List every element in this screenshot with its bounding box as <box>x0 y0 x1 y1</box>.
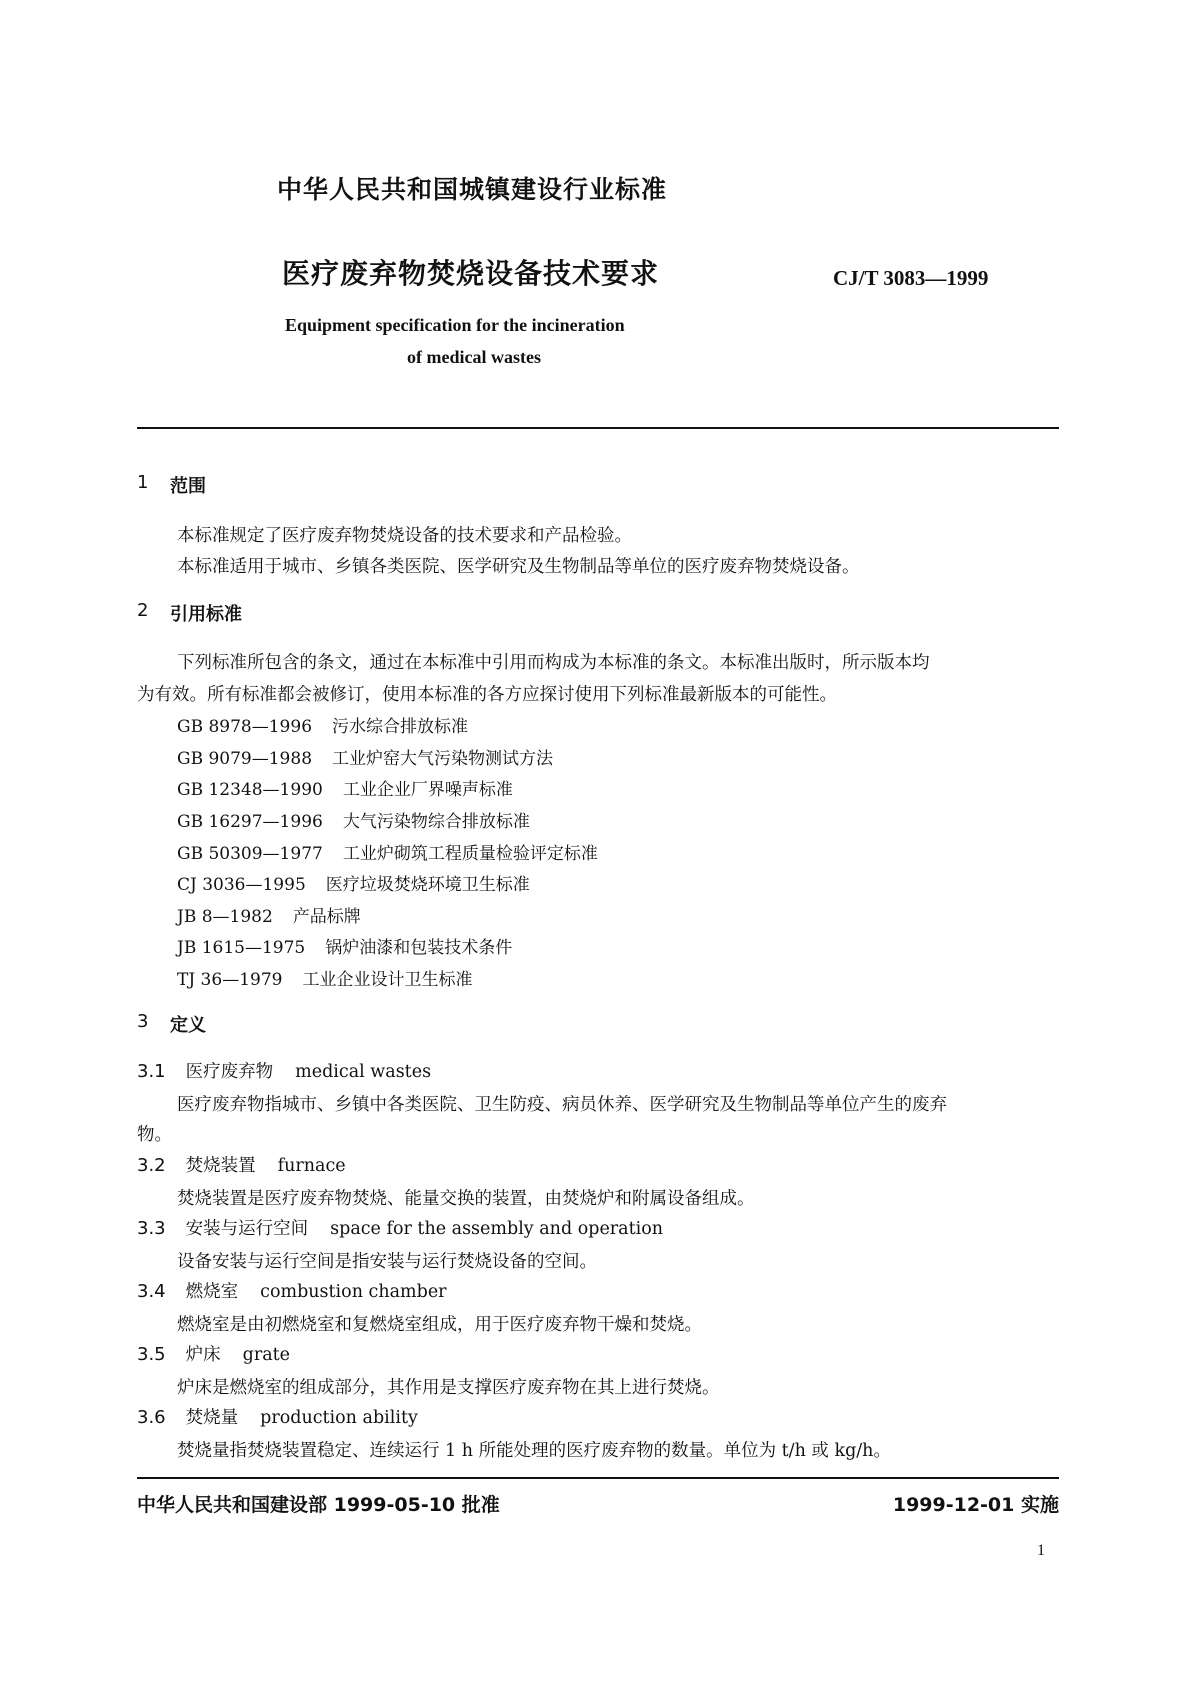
section-1-paragraph-1: 本标准规定了医疗废弃物焚烧设备的技术要求和产品检验。 <box>177 526 632 546</box>
term-english: combustion chamber <box>260 1282 447 1302</box>
reference-code: JB 1615—1975 <box>177 938 306 958</box>
term-number: 3.5 <box>137 1344 166 1365</box>
reference-list-item <box>177 744 553 769</box>
term-number: 3.2 <box>137 1155 166 1176</box>
reference-name: 产品标牌 <box>292 907 361 927</box>
term-entry <box>137 1215 663 1240</box>
term-definition: 焚烧装置是医疗废弃物焚烧、能量交换的装置，由焚烧炉和附属设备组成。 <box>177 1189 755 1209</box>
reference-list-item <box>177 870 530 895</box>
term-number: 3.4 <box>137 1281 166 1302</box>
document-title: 医疗废弃物焚烧设备技术要求 <box>282 257 660 290</box>
header-divider <box>137 427 1059 429</box>
reference-name: 医疗垃圾焚烧环境卫生标准 <box>325 875 530 895</box>
section-2-paragraph-line-1: 下列标准所包含的条文，通过在本标准中引用而构成为本标准的条文。本标准出版时，所示版本均 <box>177 653 930 673</box>
term-definition: 医疗废弃物指城市、乡镇中各类医院、卫生防疫、病员休养、医学研究及生物制品等单位产生的废弃 <box>177 1095 947 1115</box>
reference-code: GB 16297—1996 <box>177 812 323 832</box>
standard-code: CJ/T 3083—1999 <box>833 266 989 290</box>
term-chinese: 焚烧装置 <box>185 1156 256 1176</box>
term-number: 3.6 <box>137 1407 166 1428</box>
term-chinese: 焚烧量 <box>185 1408 239 1428</box>
reference-name: 工业企业设计卫生标准 <box>302 970 473 990</box>
section-1-paragraph-2: 本标准适用于城市、乡镇各类医院、医学研究及生物制品等单位的医疗废弃物焚烧设备。 <box>177 557 860 577</box>
reference-code: GB 9079—1988 <box>177 749 313 769</box>
reference-code: GB 12348—1990 <box>177 780 323 800</box>
term-entry <box>137 1152 346 1177</box>
section-2-number: 2 <box>137 600 149 621</box>
term-definition: 炉床是燃烧室的组成部分，其作用是支撑医疗废弃物在其上进行焚烧。 <box>177 1378 720 1398</box>
reference-name: 污水综合排放标准 <box>332 717 469 737</box>
reference-code: TJ 36—1979 <box>177 970 283 990</box>
reference-name: 工业炉砌筑工程质量检验评定标准 <box>342 844 598 864</box>
reference-code: GB 8978—1996 <box>177 717 313 737</box>
approval-date: 中华人民共和国建设部 1999-05-10 批准 <box>137 1494 500 1516</box>
term-chinese: 安装与运行空间 <box>185 1219 309 1239</box>
reference-list-item <box>177 965 472 990</box>
english-title-line-2: of medical wastes <box>407 347 541 367</box>
reference-list-item <box>177 807 530 832</box>
section-2-paragraph-line-2: 为有效。所有标准都会被修订，使用本标准的各方应探讨使用下列标准最新版本的可能性。 <box>137 685 837 705</box>
section-3-heading: 定义 <box>170 1015 206 1036</box>
reference-name: 工业企业厂界噪声标准 <box>342 780 513 800</box>
term-english: furnace <box>277 1156 346 1176</box>
reference-code: CJ 3036—1995 <box>177 875 306 895</box>
footer-divider <box>137 1477 1059 1479</box>
section-1-number: 1 <box>137 472 149 493</box>
term-english: space for the assembly and operation <box>330 1219 664 1239</box>
term-number: 3.1 <box>137 1061 166 1082</box>
term-english: grate <box>242 1345 291 1365</box>
term-number: 3.3 <box>137 1218 166 1239</box>
reference-name: 锅炉油漆和包装技术条件 <box>325 938 513 958</box>
english-title-line-1: Equipment specification for the incineration <box>285 315 625 335</box>
term-definition: 设备安装与运行空间是指安装与运行焚烧设备的空间。 <box>177 1252 597 1272</box>
term-entry <box>137 1278 447 1303</box>
term-entry <box>137 1058 431 1083</box>
term-definition-continued: 物。 <box>137 1125 172 1145</box>
page-number: 1 <box>1037 1542 1045 1559</box>
section-2-heading: 引用标准 <box>170 604 242 625</box>
term-english: production ability <box>260 1408 418 1428</box>
reference-code: GB 50309—1977 <box>177 844 323 864</box>
term-chinese: 燃烧室 <box>185 1282 239 1302</box>
reference-list-item <box>177 839 598 864</box>
reference-name: 大气污染物综合排放标准 <box>342 812 530 832</box>
reference-list-item <box>177 902 361 927</box>
term-definition: 焚烧量指焚烧装置稳定、连续运行 1 h 所能处理的医疗废弃物的数量。单位为 t/h 或 kg/h。 <box>177 1441 891 1461</box>
section-3-number: 3 <box>137 1011 149 1032</box>
reference-name: 工业炉窑大气污染物测试方法 <box>332 749 554 769</box>
term-entry <box>137 1341 290 1366</box>
term-definition: 燃烧室是由初燃烧室和复燃烧室组成，用于医疗废弃物干燥和焚烧。 <box>177 1315 702 1335</box>
reference-list-item <box>177 933 512 958</box>
term-chinese: 医疗废弃物 <box>185 1062 274 1082</box>
term-chinese: 炉床 <box>185 1345 221 1365</box>
reference-code: JB 8—1982 <box>177 907 273 927</box>
effective-date: 1999-12-01 实施 <box>892 1494 1059 1516</box>
issuing-body-title: 中华人民共和国城镇建设行业标准 <box>277 175 668 204</box>
term-english: medical wastes <box>295 1062 432 1082</box>
section-1-heading: 范围 <box>170 476 206 497</box>
reference-list-item <box>177 775 513 800</box>
reference-list-item <box>177 712 468 737</box>
term-entry <box>137 1404 418 1429</box>
